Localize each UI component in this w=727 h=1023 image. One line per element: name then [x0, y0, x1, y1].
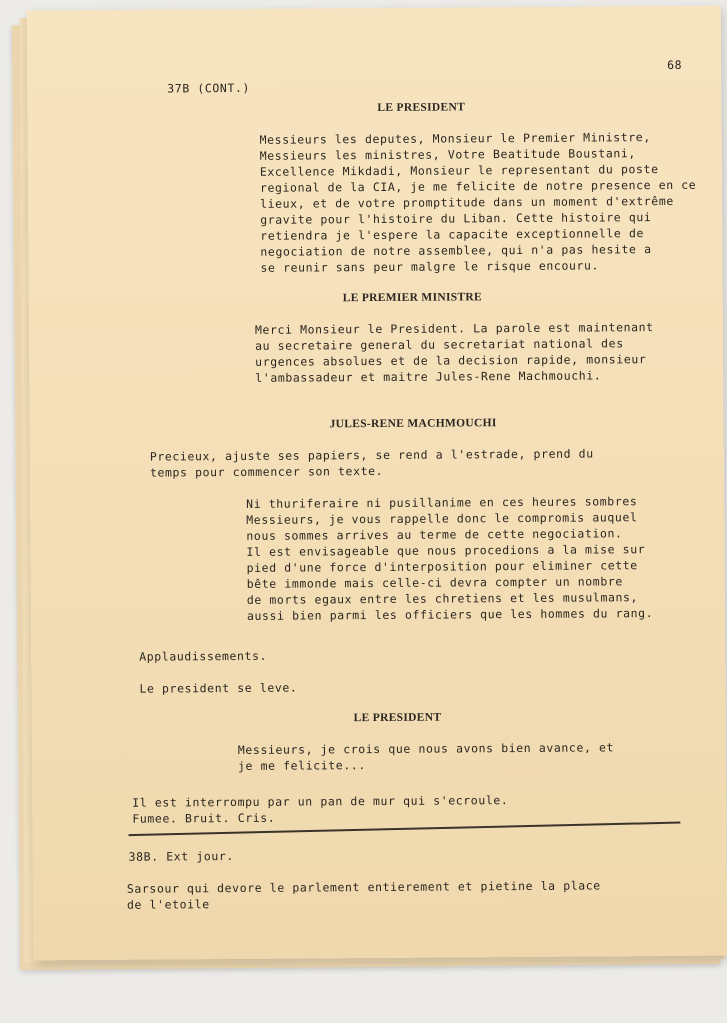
dialogue-line: urgences absolues et de la decision rapide, monsieur: [255, 352, 647, 369]
action-line: Il est interrompu par un pan de mur qui s'ecroule.: [132, 793, 509, 810]
dialogue-line: Ni thuriferaire ni pusillanime en ces heures sombres: [246, 494, 638, 511]
action-line: Le president se leve.: [139, 680, 298, 696]
dialogue-line: pied d'une force d'interposition pour eliminer cette: [246, 558, 638, 575]
dialogue-line: Messieurs, je crois que nous avons bien avance, et: [237, 740, 615, 757]
character-name: LE PRESIDENT: [353, 711, 442, 725]
scene-header: 38B. Ext jour.: [128, 849, 234, 864]
action-line: Sarsour qui devore le parlement entierement et pietine la place: [126, 878, 601, 896]
action-line: temps pour commencer son texte.: [149, 463, 384, 480]
scene-header: 37B (CONT.): [167, 80, 251, 96]
dialogue-line: negociation de notre assemblee, qui n'a pas hesite a: [260, 242, 652, 259]
character-name: LE PREMIER MINISTRE: [342, 291, 482, 305]
action-line: Fumee. Bruit. Cris.: [132, 810, 276, 826]
dialogue-line: retiendra je l'espere la capacite exceptionnelle de: [260, 226, 645, 243]
dialogue-line: aussi bien parmi les officiers que les hommes du rang.: [246, 606, 654, 623]
character-name: LE PRESIDENT: [377, 101, 466, 114]
dialogue-line: Excellence Mikdadi, Monsieur le representant du poste: [259, 162, 659, 179]
dialogue-line: lieux, et de votre promptitude dans un moment d'extrême: [259, 193, 674, 211]
action-line: Applaudissements.: [139, 648, 268, 664]
action-line: Precieux, ajuste ses papiers, se rend a l'estrade, prend du: [149, 446, 594, 464]
script-page: [27, 6, 727, 961]
character-name: JULES-RENE MACHMOUCHI: [329, 417, 497, 431]
dialogue-line: regional de la CIA, je me felicite de notre presence en ce: [259, 177, 697, 195]
dialogue-line: l'ambassadeur et maitre Jules-Rene Machmouchi.: [255, 368, 602, 385]
dialogue-line: nous sommes arrives au terme de cette negociation.: [246, 526, 623, 543]
dialogue-line: Merci Monsieur le President. La parole est maintenant: [254, 320, 654, 337]
action-line: de l'etoile: [126, 897, 210, 912]
dialogue-line: se reunir sans peur malgre le risque encouru.: [260, 258, 600, 275]
dialogue-line: au secretaire general du secretariat national des: [254, 336, 624, 353]
dialogue-line: Messieurs les ministres, Votre Beatitude Boustani,: [259, 146, 636, 163]
page-number: 68: [667, 57, 683, 72]
dialogue-line: Messieurs, je vous rappelle donc le compromis auquel: [246, 510, 638, 527]
dialogue-line: de morts egaux entre les chretiens et les musulmans,: [246, 590, 639, 607]
dialogue-line: bête immonde mais celle-ci devra compter un nombre: [246, 574, 623, 591]
dialogue-line: Il est envisageable que nous procedions a la mise sur: [246, 542, 646, 559]
dialogue-line: je me felicite...: [237, 758, 366, 773]
dialogue-line: gravite pour l'histoire du Liban. Cette histoire qui: [260, 210, 652, 227]
page-content: [27, 6, 727, 961]
dialogue-line: Messieurs les deputes, Monsieur le Premier Ministre,: [259, 130, 651, 147]
